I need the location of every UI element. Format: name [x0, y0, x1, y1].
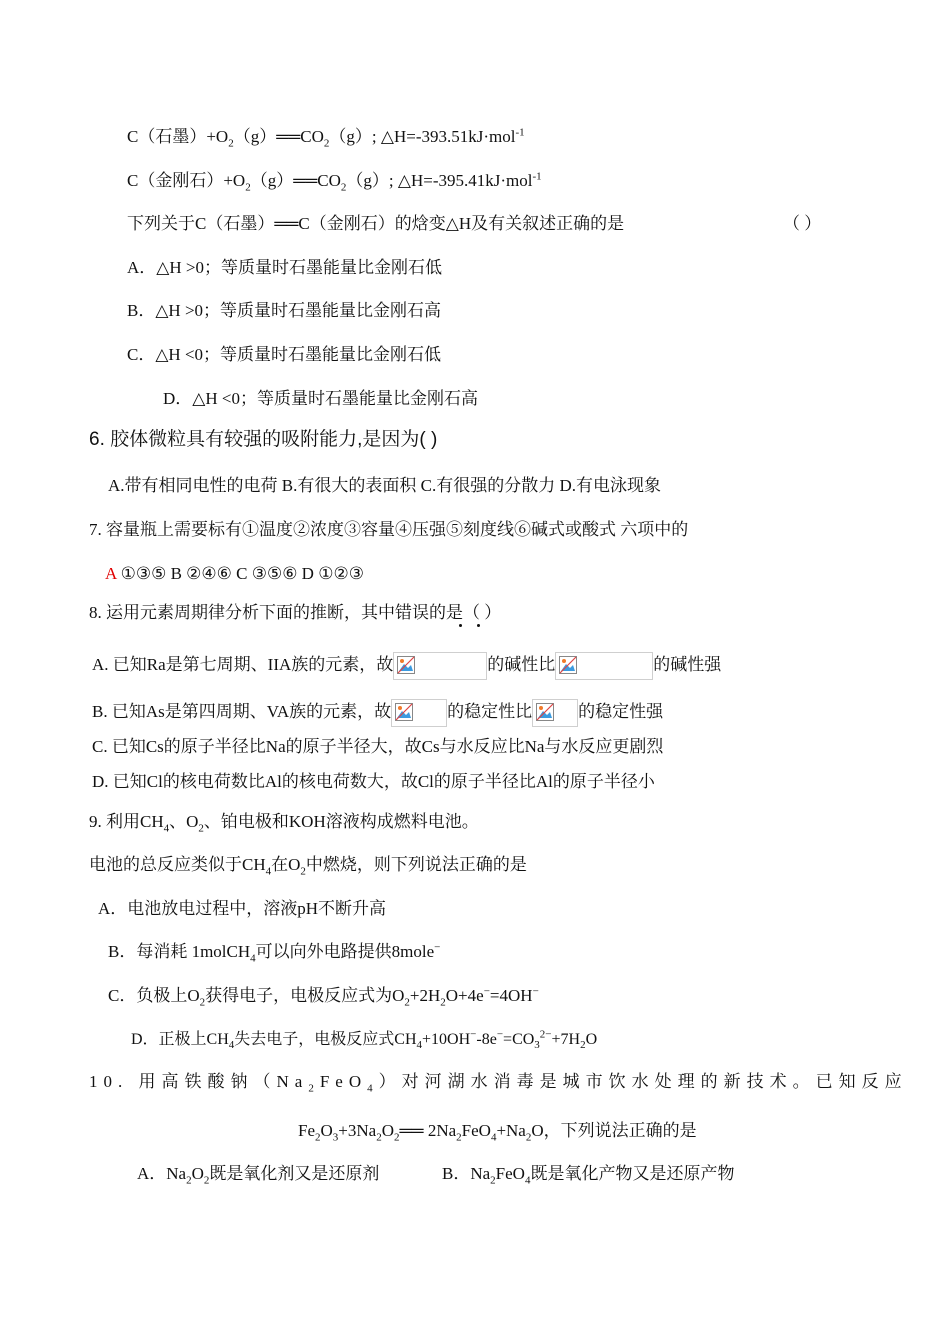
emphasis-dot — [459, 624, 462, 627]
q9-option-d: D．正极上$CH_4$失去电子，电极反应式$CH_4+10OH^--8e^-=CO_3^{2-}+7H_2O$ — [131, 1028, 598, 1052]
q5-option-b: B．△H >0；等质量时石墨能量比金刚石高 — [127, 301, 442, 320]
broken-image-icon — [555, 652, 653, 680]
q10-option-a: A．$Na_2O_2$既是氧化剂又是还原剂 — [137, 1164, 380, 1187]
q7-options: A ①③⑤ B ②④⑥ C ③⑤⑥ D ①②③ — [105, 564, 364, 583]
q8-option-b: B. 已知As是第四周期、VA族的元素，故 的稳定性比 的稳定性强 — [92, 699, 663, 727]
q9-stem-line2: 电池的总反应类似于$CH_4$在$O_2$中燃烧，则下列说法正确的是 — [89, 855, 527, 878]
q8-stem: 8. 运用元素周期律分析下面的推断，其中错误的是（ ） — [89, 603, 502, 622]
q8-option-a: A. 已知Ra是第七周期、IIA族的元素，故 的碱性比 的碱性强 — [92, 652, 721, 680]
q8-option-c: C. 已知Cs的原子半径比Na的原子半径大，故Cs与水反应比Na与水反应更剧烈 — [92, 737, 664, 756]
q9-option-c: C．负极上$O_2$获得电子，电极反应式为$O_2+2H_2O+4e^-=4OH^-$ — [108, 985, 539, 1009]
q5-stem: 下列关于C（石墨）══C（金刚石）的焓变△H及有关叙述正确的是 — [127, 214, 625, 233]
equation-diamond: C（金刚石）$+O_2(g)══CO_2(g)$; △H=-395.41kJ·mol$^{-1}$ — [127, 170, 542, 194]
q9-stem: 9. 利用$CH_4$、$O_2$、铂电极和KOH溶液构成燃料电池。 — [89, 812, 479, 835]
q5-answer-bracket: （ ） — [783, 214, 822, 233]
q7-stem: 7. 容量瓶上需要标有①温度②浓度③容量④压强⑤刻度线⑥碱式或酸式 六项中的 — [89, 520, 689, 539]
q10-stem: 10. 用高铁酸钠$(Na_2FeO_4)$对河湖水消毒是城市饮水处理的新技术。已知反应 — [89, 1072, 908, 1095]
broken-image-icon — [393, 652, 487, 680]
q10-option-b: B．$Na_2FeO_4$既是氧化产物又是还原产物 — [442, 1164, 735, 1187]
broken-image-icon — [391, 699, 447, 727]
q9-option-a: A．电池放电过程中，溶液pH不断升高 — [98, 899, 387, 918]
broken-image-icon — [532, 699, 578, 727]
q5-option-a: A．△H >0；等质量时石墨能量比金刚石低 — [127, 258, 442, 277]
emphasis-dot — [477, 624, 480, 627]
q6-stem: 6. 胶体微粒具有较强的吸附能力,是因为( ) — [89, 429, 438, 450]
q6-options: A.带有相同电性的电荷 B.有很大的表面积 C.有很强的分散力 D.有电泳现象 — [108, 476, 661, 495]
q9-option-b: B．每消耗 1molCH$_4$可以向外电路提供8mole− — [108, 941, 441, 965]
q10-equation: $Fe_2O_3+3Na_2O_2══$ $2Na_2FeO_4+Na_2O$，下列说法正确的是 — [298, 1121, 697, 1144]
q7-option-a-letter: A — [105, 564, 117, 583]
q5-option-d: D．△H <0；等质量时石墨能量比金刚石高 — [163, 389, 478, 408]
q5-option-c: C．△H <0；等质量时石墨能量比金刚石低 — [127, 345, 442, 364]
equation-graphite: C（石墨）$+O_2(g)══CO_2(g)$; △H=-393.51kJ·mol$^{-1}$ — [127, 126, 525, 150]
q8-option-d: D. 已知Cl的核电荷数比Al的核电荷数大，故Cl的原子半径比Al的原子半径小 — [92, 772, 655, 791]
